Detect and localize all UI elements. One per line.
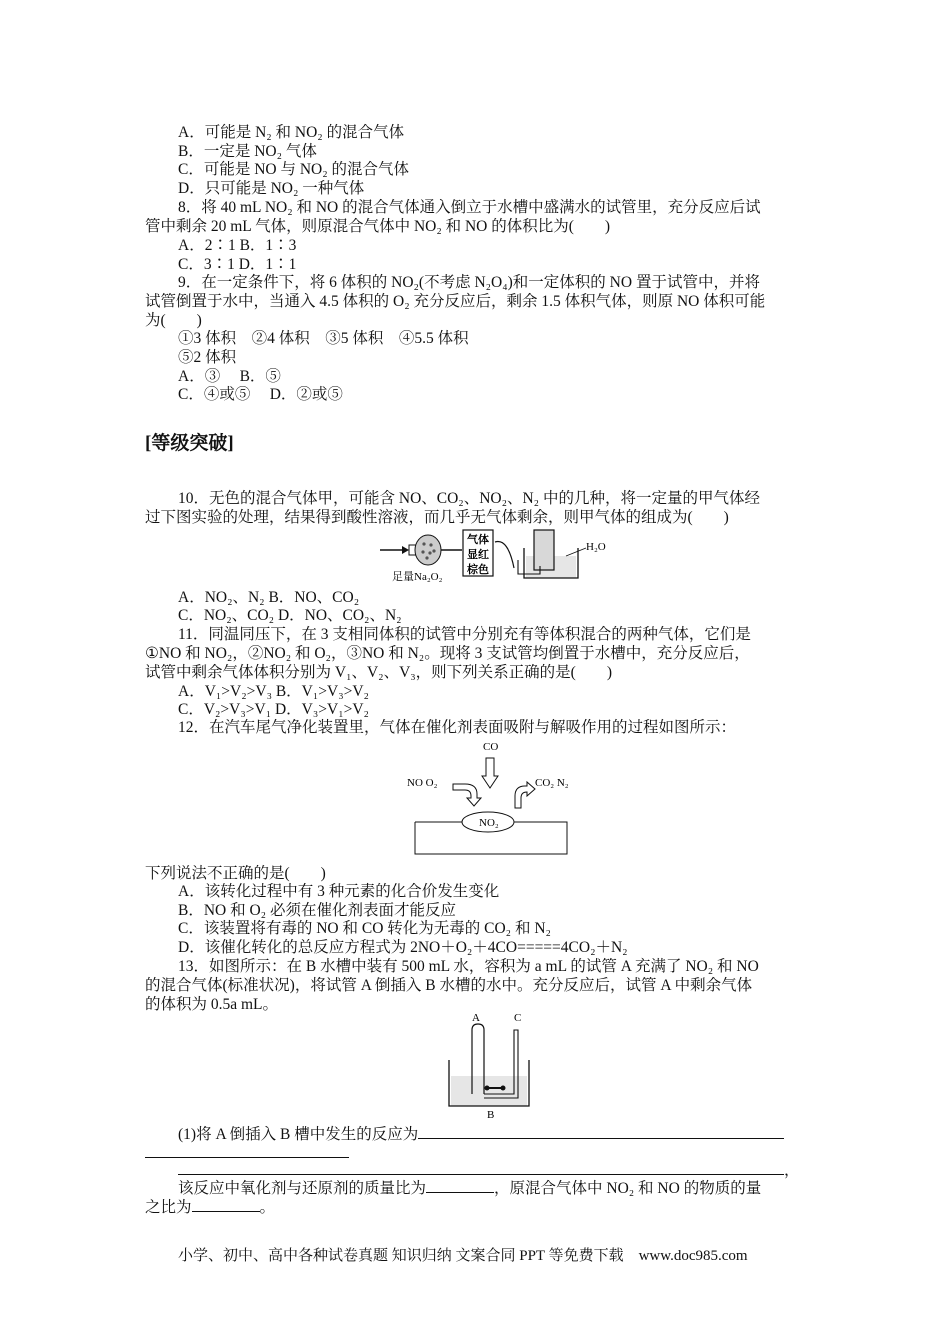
q13-ratio-text1: 该反应中氧化剂与还原剂的质量比为 [178,1180,427,1197]
q8-stem-line1: 8．将 40 mL NO₂ 和 NO 的混合气体通入倒立于水槽中盛满水的试管里，充分反应后试 [178,199,761,216]
box-text-line2: 显红 [467,549,489,561]
box-text-line3: 棕色 [467,564,489,576]
q9-options-cd: C．④或⑤ D．②或⑤ [178,386,343,403]
q13-stem-line2: 的混合气体(标准状况)，将试管 A 倒插入 B 水槽的水中。充分反应后，试管 A 中剩余气体 [145,977,753,994]
q12-stem-line1: 12．在汽车尾气净化装置里，气体在催化剂表面吸附与解吸作用的过程如图所示： [178,719,737,736]
trough-b-label: B [487,1109,495,1120]
tube-c-label: C [514,1012,522,1024]
q13-stem-line1: 13．如图所示：在 B 水槽中装有 500 mL 水，容积为 a mL 的试管 A 充满了 NO₂ 和 NO [178,958,759,975]
delivery-tube [495,542,514,568]
co2-n2-label: CO₂ N₂ [535,777,569,789]
no2-label: NO₂ [479,817,499,829]
inverted-test-tube [534,530,554,570]
q13-stem-line3: 的体积为 0.5a mL。 [145,996,279,1013]
q10-stem-line1: 10．无色的混合气体甲，可能含 NO、CO₂、NO₂、N₂ 中的几种，将一定量的甲气体经 [178,490,760,507]
q13-ratio-text3: 之比为 [145,1199,192,1216]
q9-options-ab: A．③ B．⑤ [178,368,281,385]
section-title: [等级突破] [145,433,234,454]
q8-stem-line2: 管中剩余 20 mL 气体，则原混合气体中 NO₂ 和 NO 的体积比为( ) [145,218,611,235]
inlet-arrowhead [402,546,409,554]
q12-option-a: A．该转化过程中有 3 种元素的化合价发生变化 [178,883,500,900]
q13-sub1-line [178,1124,784,1145]
q7-option-a: A．可能是 N₂ 和 NO₂ 的混合气体 [178,124,405,141]
q13-ratio-line2 [145,1197,275,1218]
water-fill [451,1076,527,1106]
q12-option-b: B．NO 和 O₂ 必须在催化剂表面才能反应 [178,902,456,919]
answer-blank-reaction-cont2[interactable] [178,1160,784,1175]
h2o-pointer [566,548,586,556]
q12-catalyst-figure [405,736,570,858]
q12-option-d: D．该催化转化的总反应方程式为 2NO＋O₂＋4CO=====4CO₂＋N₂ [178,939,628,956]
q11-stem-line1: 11．同温同压下，在 3 支相同体积的试管中分别充有等体积混合的两种气体，它们是 [178,626,751,643]
q9-stem-line2: 试管倒置于水中，当通入 4.5 体积的 O₂ 充分反应后，剩余 1.5 体积气体，则原 NO 体积可能 [145,293,766,310]
q7-option-b: B．一定是 NO₂ 气体 [178,143,317,160]
q9-choices-line1: ①3 体积 ②4 体积 ③5 体积 ④5.5 体积 [178,330,469,347]
q13-comma: ， [784,1162,800,1179]
q13-sub1-text: (1)将 A 倒插入 B 槽中发生的反应为 [178,1126,419,1143]
q11-stem-line2: ①NO 和 NO₂，②NO₂ 和 O₂，③NO 和 N₂。现将 3 支试管均倒置于水槽中，充分反应后， [145,645,750,662]
desorb-curved-arrow [515,782,535,808]
na2o2-label: 足量Na₂O₂ [392,571,443,583]
q13-ratio-text2: ，原混合气体中 NO₂ 和 NO 的物质的量 [494,1180,762,1197]
q7-option-d: D．只可能是 NO₂ 一种气体 [178,180,365,197]
box-text-line1: 气体 [467,534,489,546]
co-down-arrow [482,758,498,788]
q11-stem-line3: 试管中剩余气体体积分别为 V₁、V₂、V₃，则下列关系正确的是( ) [145,664,612,681]
q9-choices-line2: ⑤2 体积 [178,349,237,366]
co-label: CO [483,741,499,753]
adsorb-curved-arrow [453,784,481,806]
q8-options-ab: A．2∶1 B．1∶3 [178,237,297,254]
answer-blank-mole-ratio[interactable] [192,1197,260,1212]
q10-options-cd: C．NO₂、CO₂ D．NO、CO₂、N₂ [178,607,402,624]
tube-a-label: A [472,1012,480,1024]
q7-option-c: C．可能是 NO 与 NO₂ 的混合气体 [178,161,410,178]
q10-options-ab: A．NO₂、N₂ B．NO、CO₂ [178,589,360,606]
answer-blank-mass-ratio[interactable] [426,1178,494,1193]
q13-period: 。 [259,1199,276,1216]
q13-ratio-line [178,1178,761,1199]
q11-options-ab: A．V₁>V₂>V₃ B．V₁>V₃>V₂ [178,683,369,700]
q9-stem-line3: 为( ) [145,312,202,329]
q11-options-cd: C．V₂>V₃>V₁ D．V₃>V₁>V₂ [178,701,369,718]
page-footer: 小学、初中、高中各种试卷真题 知识归纳 文案合同 PPT 等免费下载 www.doc985.com [178,1248,748,1264]
q8-options-cd: C．3∶1 D．1∶1 [178,256,297,273]
h2o-label: H₂O [586,541,606,553]
answer-blank-reaction[interactable] [418,1124,784,1139]
drying-bulb [415,535,441,565]
q10-apparatus-figure [378,528,608,586]
q12-option-c: C．该装置将有毒的 NO 和 CO 转化为无毒的 CO₂ 和 N₂ [178,920,551,937]
q9-stem-line1: 9．在一定条件下，将 6 体积的 NO₂(不考虑 N₂O₄)和一定体积的 NO 置于试管中，并将 [178,274,760,291]
q13-apparatus-figure [446,1010,536,1120]
answer-blank-reaction-cont[interactable] [145,1143,349,1158]
q12-prompt: 下列说法不正确的是( ) [145,865,326,882]
no-o2-label: NO O₂ [407,777,438,789]
q10-stem-line2: 过下图实验的处理，结果得到酸性溶液，而几乎无气体剩余，则甲气体的组成为( ) [145,509,729,526]
